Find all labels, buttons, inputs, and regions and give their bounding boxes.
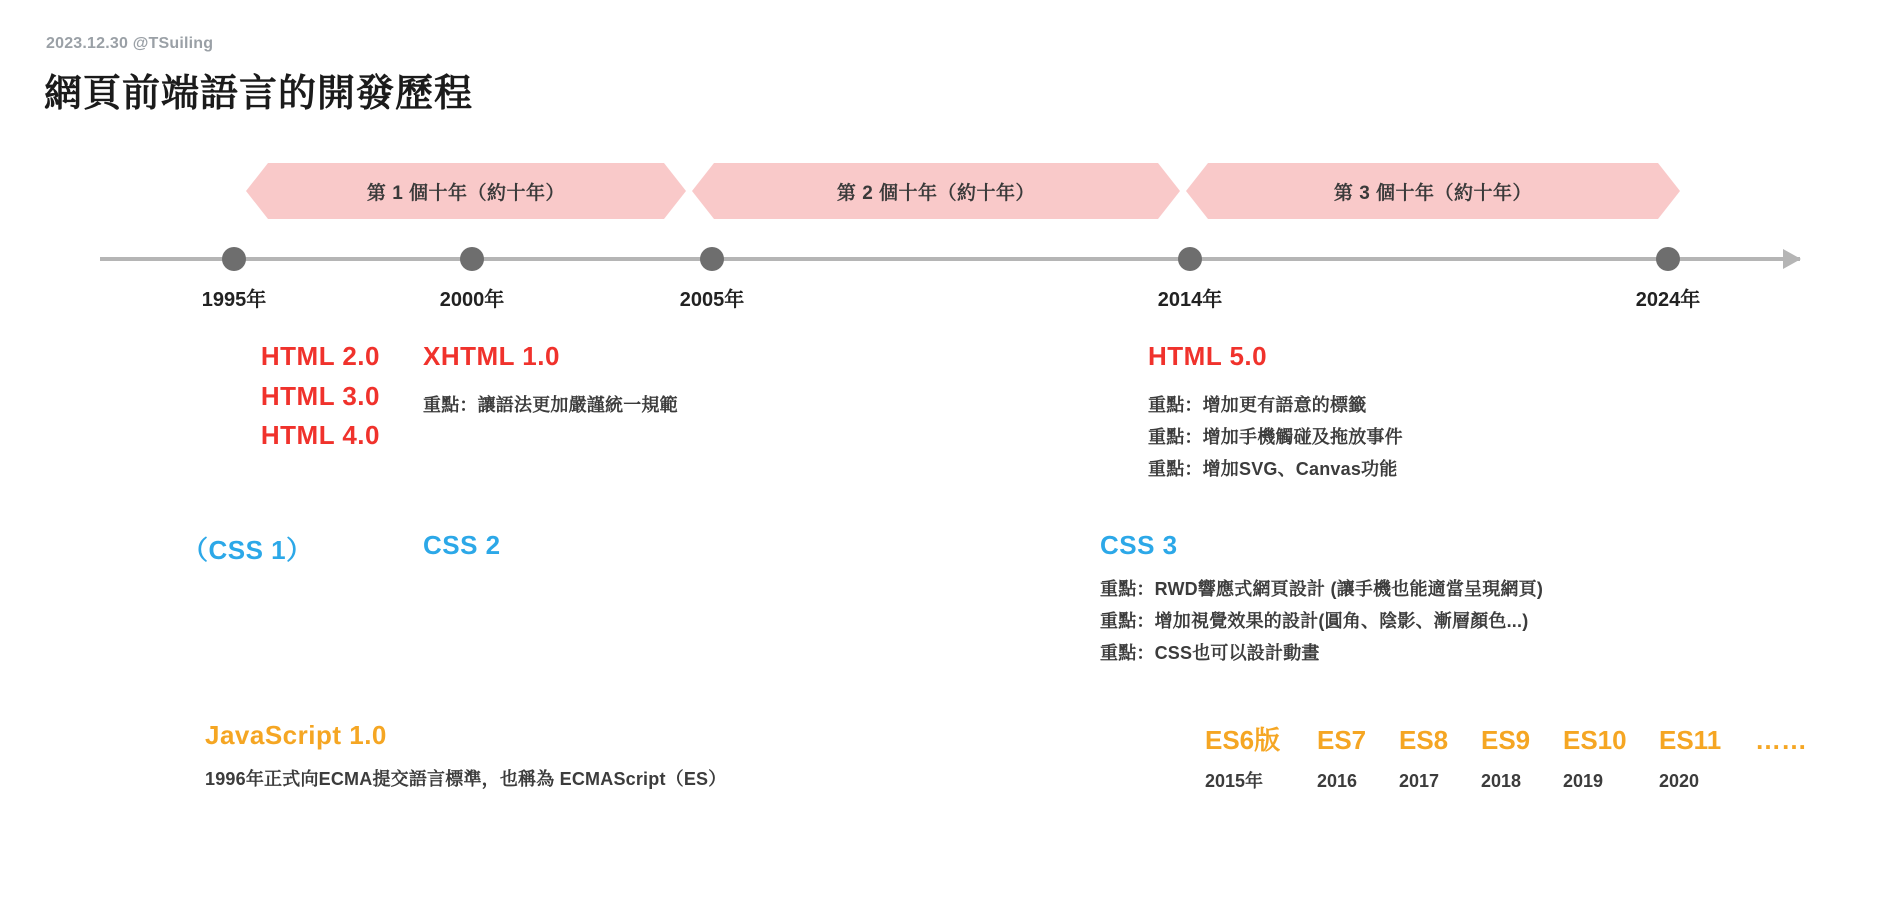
es-version-es8: ES8 xyxy=(1399,725,1449,755)
decade-label-2: 第 2 個十年（約十年） xyxy=(836,182,1036,204)
timeline-tick-2024 xyxy=(1656,247,1680,271)
decade-label-1: 第 1 個十年（約十年） xyxy=(366,182,566,204)
timeline-tick-label-2000: 2000年 xyxy=(439,289,505,311)
page-title: 網頁前端語言的開發歷程 xyxy=(44,73,474,115)
timeline-tick-2000 xyxy=(460,247,484,271)
es-year-2020: 2020 xyxy=(1659,771,1700,791)
decade-label-3: 第 3 個十年（約十年） xyxy=(1333,182,1533,204)
decade-arrow-3 xyxy=(1208,163,1658,219)
decade-arrow-2 xyxy=(714,163,1158,219)
html5-group xyxy=(1148,337,1403,485)
es-year-2018: 2018 xyxy=(1481,771,1522,791)
es-year-2015: 2015年 xyxy=(1205,771,1264,791)
xhtml-group xyxy=(423,337,678,421)
es-year-2017: 2017 xyxy=(1399,771,1440,791)
es-version-es6: ES6版 xyxy=(1205,725,1281,755)
css3-note-2: 重點：增加視覺效果的設計(圓角、陰影、漸層顏色...) xyxy=(1100,611,1529,632)
javascript-note: 1996年正式向ECMA提交語言標準，也稱為 ECMAScript（ES） xyxy=(205,769,727,789)
css3-note-1: 重點：RWD響應式網頁設計 (讓手機也能適當呈現網頁) xyxy=(1100,579,1544,599)
byline: 2023.12.30 @TSuiling xyxy=(46,35,214,52)
es-versions-group xyxy=(1205,720,1825,793)
timeline-tick-label-2005: 2005年 xyxy=(679,289,745,311)
xhtml-note: 重點：讓語法更加嚴謹統一規範 xyxy=(423,394,678,415)
javascript-group xyxy=(205,720,726,795)
timeline-tick-1995 xyxy=(222,247,246,271)
es-version-es10: ES10 xyxy=(1563,725,1627,755)
css2-group xyxy=(423,530,501,561)
css1-group xyxy=(182,530,313,567)
css-2-label: CSS 2 xyxy=(423,530,501,560)
html-5-0-label: HTML 5.0 xyxy=(1148,341,1268,371)
css3-group xyxy=(1100,530,1543,669)
html5-note-3: 重點：增加SVG、Canvas功能 xyxy=(1148,458,1398,479)
css-1-label: （CSS 1） xyxy=(182,535,313,565)
html-3-0-label: HTML 3.0 xyxy=(260,380,380,411)
html5-note-1: 重點：增加更有語意的標籤 xyxy=(1148,394,1367,415)
javascript-1-0-label: JavaScript 1.0 xyxy=(205,720,387,750)
es-year-2016: 2016 xyxy=(1317,771,1358,791)
timeline-axis xyxy=(100,257,1800,261)
timeline-tick-label-1995: 1995年 xyxy=(201,289,267,311)
es-version-es9: ES9 xyxy=(1481,725,1531,755)
timeline-tick-label-2024: 2024年 xyxy=(1635,289,1701,311)
timeline-tick-label-2014: 2014年 xyxy=(1157,289,1223,311)
es-year-row xyxy=(1205,767,1825,793)
html-2-0-label: HTML 2.0 xyxy=(260,341,380,371)
timeline-tick-2005 xyxy=(700,247,724,271)
es-year-2019: 2019 xyxy=(1563,771,1604,791)
es-version-ellipsis: …… xyxy=(1755,725,1807,755)
html-1995-group xyxy=(100,337,380,456)
css3-note-3: 重點：CSS也可以設計動畫 xyxy=(1100,643,1320,664)
es-version-es11: ES11 xyxy=(1659,725,1722,755)
decade-arrow-1 xyxy=(268,163,664,219)
css-3-label: CSS 3 xyxy=(1100,530,1178,560)
arrow-right-icon xyxy=(1783,249,1801,269)
timeline-tick-2014 xyxy=(1178,247,1202,271)
html5-note-2: 重點：增加手機觸碰及拖放事件 xyxy=(1148,426,1403,447)
xhtml-1-0-label: XHTML 1.0 xyxy=(423,341,560,371)
html-4-0-label: HTML 4.0 xyxy=(260,420,380,451)
es-version-row xyxy=(1205,720,1825,757)
es-version-es7: ES7 xyxy=(1317,725,1367,755)
